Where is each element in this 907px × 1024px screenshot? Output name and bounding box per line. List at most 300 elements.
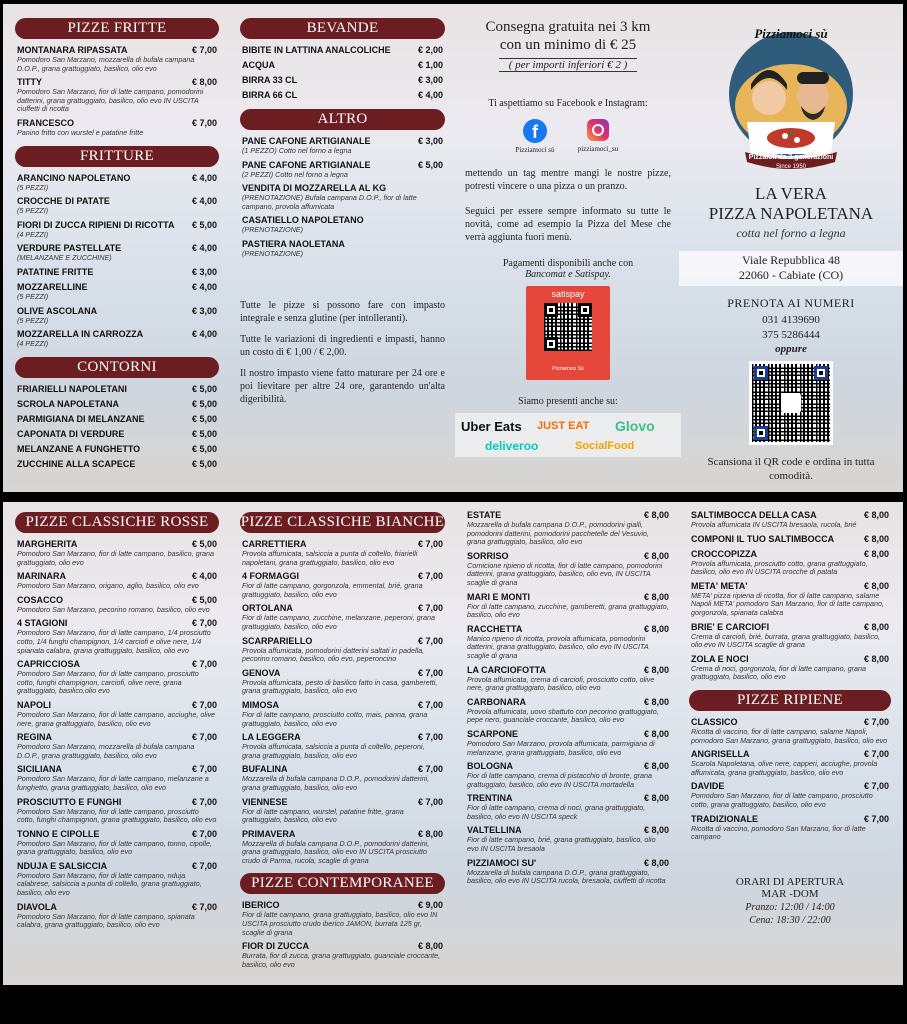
menu-item bbox=[15, 220, 219, 240]
follow-text: Seguici per essere sempre informato su tutte le novità, come ad esempio la Pizza del Mese che verrà aggiunta fuori menù. bbox=[465, 206, 671, 243]
menu-item-name: BIBITE IN LATTINA ANALCOLICHE bbox=[242, 45, 391, 55]
menu-item-name: ZUCCHINE ALLA SCAPECE bbox=[17, 458, 136, 469]
menu-item-description: Pomodoro San Marzano, pecorino romano, basilico, olio evo bbox=[17, 604, 210, 614]
menu-item-description: Pomodoro San Marzano, fior di latte campano, nduja calabrese, salsiccia a punta di coltello, grana grattuggiato, basilico, olio evo bbox=[17, 870, 202, 898]
menu-item-name: SICILIANA bbox=[17, 764, 62, 775]
col-bevande bbox=[240, 4, 445, 406]
menu-item-name: PARMIGIANA DI MELANZANE bbox=[17, 413, 145, 424]
menu-item-name: CROCCHE DI PATATE bbox=[17, 196, 110, 207]
menu-item bbox=[15, 173, 219, 193]
menu-item bbox=[689, 534, 891, 545]
list-contemporanee bbox=[240, 900, 445, 969]
menu-item-description: (MELANZANE E ZUCCHINE) bbox=[17, 253, 112, 263]
menu-item-description: Fior di latte campano, crema di noci, grana grattuggiato, basilico, olio evo IN USCITA speck bbox=[467, 803, 646, 821]
menu-item-name: FIORI DI ZUCCA RIPIENI DI RICOTTA bbox=[17, 219, 175, 230]
menu-bottom-panel bbox=[3, 502, 903, 985]
menu-item-description: (1 PEZZO) Cotto nel forno a legna bbox=[242, 146, 352, 155]
menu-item-description: Provola affumicata, pesto di basilico fatto in casa, gamberetti, grana grattuggiato, basilico, olio evo bbox=[242, 677, 438, 696]
menu-item-price: € 3,00 bbox=[191, 305, 217, 316]
social-intro: Ti aspettiamo su Facebook e Instagram: bbox=[488, 98, 648, 109]
menu-item-description: (5 PEZZI) bbox=[17, 182, 49, 192]
deliveroo-logo[interactable]: deliveroo bbox=[485, 439, 539, 453]
restaurant-logo bbox=[727, 26, 855, 176]
menu-item-name: CAPONATA DI VERDURE bbox=[17, 428, 125, 439]
menu-item-name: VIENNESE bbox=[242, 796, 288, 807]
menu-item-name: 4 FORMAGGI bbox=[242, 571, 300, 582]
menu-item-price: € 7,00 bbox=[191, 117, 217, 128]
satispay-logo: satispay bbox=[551, 289, 585, 299]
menu-item-name: RACCHETTA bbox=[467, 623, 523, 634]
menu-item-price: € 8,00 bbox=[863, 548, 889, 559]
menu-item-description: Crema di carciofi, brié, burrata, grana grattuggiato, basilico, olio evo IN USCITA scaglie di grana bbox=[691, 631, 880, 650]
menu-item bbox=[465, 665, 671, 693]
menu-item-name: FRIARIELLI NAPOLETANI bbox=[17, 383, 127, 394]
menu-item-description: Fior di latte campano, grana grattuggiato, basilico, olio evo IN USCITA prosciutto crudo iberico JAMON, burrata 125 gr, scaglie di grana bbox=[242, 910, 438, 937]
menu-item-price: € 8,00 bbox=[863, 533, 889, 544]
prenota-title: PRENOTA AI NUMERI bbox=[727, 296, 855, 310]
menu-item-price: € 7,00 bbox=[191, 901, 217, 912]
menu-item-name: IBERICO bbox=[242, 900, 280, 911]
menu-item-price: € 7,00 bbox=[863, 749, 889, 760]
menu-item bbox=[465, 825, 671, 853]
menu-item-price: € 5,00 bbox=[191, 443, 217, 454]
menu-item bbox=[15, 618, 219, 655]
menu-item-name: TONNO E CIPOLLE bbox=[17, 828, 100, 839]
menu-item bbox=[240, 636, 445, 664]
menu-item bbox=[465, 697, 671, 725]
menu-item-description: Pomodoro San Marzano, fior di latte campano, basilico, grana grattuggiato, olio evo bbox=[17, 549, 214, 567]
facebook-link[interactable] bbox=[510, 119, 560, 154]
menu-item bbox=[689, 549, 891, 577]
satispay-caption: Pizziamoci Sù bbox=[552, 366, 584, 372]
section-header-altro: ALTRO bbox=[240, 109, 445, 130]
menu-item-name: VERDURE PASTELLATE bbox=[17, 243, 122, 254]
section-header-rosse: PIZZE CLASSICHE ROSSE bbox=[15, 512, 219, 533]
menu-item-description: Fior di latte campano, crema di pistacchio di bronte, grana grattuggiato, basilico, olio evo IN USCITA mortadella bbox=[467, 771, 652, 789]
menu-item-price: € 8,00 bbox=[863, 653, 889, 664]
delivery-line-3: ( per importi inferiori € 2 ) bbox=[499, 58, 637, 72]
menu-item-description: Fior di latte campano, brié, grana grattuggiato, basilico, olio evo IN USCITA bresaola bbox=[467, 835, 656, 854]
menu-item-price: € 7,00 bbox=[417, 796, 443, 807]
hours-dinner: Cena: 18:30 / 22:00 bbox=[749, 914, 831, 926]
menu-item-description: Ricotta di vaccino, pomodoro San Marzano, fior di latte campano bbox=[691, 823, 866, 842]
menu-item-description: Provola affumicata, crema di carciofi, prosciutto cotto, olive nere, grana grattuggiato, basilico, olio evo bbox=[467, 674, 655, 693]
order-qr-code[interactable] bbox=[749, 361, 833, 445]
col-rosse bbox=[15, 502, 219, 934]
menu-item-name: ESTATE bbox=[467, 510, 502, 520]
menu-item-name: BOLOGNA bbox=[467, 761, 513, 772]
menu-item-description: Fior di latte campano, wurstel, patatine fritte, grana grattuggiato, basilico, olio evo bbox=[242, 806, 404, 825]
menu-item-price: € 8,00 bbox=[643, 550, 669, 561]
menu-item-name: ORTOLANA bbox=[242, 603, 293, 614]
uber-eats-logo[interactable]: Uber Eats bbox=[461, 419, 522, 434]
section-header-bianche: PIZZE CLASSICHE BIANCHE bbox=[240, 512, 445, 533]
menu-item bbox=[240, 603, 445, 631]
menu-item-price: € 4,00 bbox=[191, 329, 217, 340]
menu-item-price: € 3,00 bbox=[417, 136, 443, 146]
menu-item-price: € 8,00 bbox=[863, 621, 889, 632]
menu-item-name: MELANZANE A FUNGHETTO bbox=[17, 443, 141, 454]
qr-logo-icon bbox=[781, 393, 801, 413]
socialfood-logo[interactable]: SocialFood bbox=[575, 440, 635, 452]
menu-item bbox=[15, 118, 219, 138]
menu-item bbox=[240, 700, 445, 728]
menu-item-name: FIOR DI ZUCCA bbox=[242, 941, 309, 952]
menu-item bbox=[15, 444, 219, 455]
menu-item-name: CARBONARA bbox=[467, 696, 526, 707]
menu-item bbox=[15, 306, 219, 326]
menu-item bbox=[15, 459, 219, 470]
menu-item-name: TRADIZIONALE bbox=[691, 813, 758, 824]
facebook-label: Pizziamoci sù bbox=[515, 146, 555, 154]
col-speciali bbox=[465, 502, 671, 890]
menu-item bbox=[15, 659, 219, 696]
menu-item-description: Burrata, fior di zucca, grana grattuggiato, guanciale croccante, basilico, olio evo bbox=[242, 951, 441, 969]
menu-item-description: Provola affumicata, prosciutto cotto, grana grattuggiato, basilico, olio evo IN USCITA crocche di patata bbox=[691, 558, 868, 577]
menu-item-price: € 7,00 bbox=[191, 45, 217, 55]
menu-item-name: ZOLA E NOCI bbox=[691, 653, 749, 664]
menu-item-description: Pomodoro San Marzano, fior di latte campano, spianata calabra, grana grattuggiato, basilico, olio evo bbox=[17, 911, 195, 930]
menu-item-price: € 7,00 bbox=[863, 716, 889, 727]
menu-item-name: REGINA bbox=[17, 732, 53, 743]
menu-item bbox=[689, 717, 891, 745]
menu-item-name: BIRRA 33 CL bbox=[242, 75, 298, 85]
menu-item bbox=[465, 624, 671, 661]
menu-item-name: CASATIELLO NAPOLETANO bbox=[242, 215, 364, 226]
menu-item-price: € 7,00 bbox=[191, 860, 217, 871]
menu-item-name: MARINARA bbox=[17, 571, 66, 582]
menu-item bbox=[240, 60, 445, 71]
menu-item-name: VENDITA DI MOZZARELLA AL KG bbox=[242, 183, 387, 194]
menu-item-price: € 7,00 bbox=[191, 659, 217, 670]
menu-item-description: Mozzarella di bufala campana D.O.P., pomodorini gialli, pomodorini datterini, pomodorini pacchetelle del Vesuvio, grana grattuggiato, basilico, olio evo bbox=[467, 520, 649, 547]
satispay-qr-code bbox=[544, 303, 592, 351]
logo-text: Pizziamoci sù bbox=[754, 26, 828, 41]
menu-item-description: Pomodoro San Marzano, fior di latte campano, acciughe, olive nere, grana grattuggiato, basilico, olio evo bbox=[17, 709, 216, 728]
menu-item-name: PASTIERA NAOLETANA bbox=[242, 238, 345, 249]
menu-item-description: (4 PEZZI) bbox=[17, 339, 49, 349]
menu-item-name: META' META' bbox=[691, 580, 748, 591]
menu-item-name: PRIMAVERA bbox=[242, 828, 296, 839]
menu-item-price: € 5,00 bbox=[191, 413, 217, 424]
section-header-ripiene: PIZZE RIPIENE bbox=[689, 690, 891, 711]
menu-item-name: DAVIDE bbox=[691, 781, 725, 792]
note-variazioni: Tutte le variazioni di ingredienti e impasti, hanno un costo di € 1,00 / € 2,00. bbox=[240, 333, 445, 358]
menu-item-price: € 7,00 bbox=[191, 828, 217, 839]
menu-item bbox=[15, 45, 219, 73]
menu-item-name: DIAVOLA bbox=[17, 901, 57, 912]
menu-item bbox=[15, 267, 219, 278]
col-fritte bbox=[15, 4, 219, 474]
just-eat-logo[interactable]: JUST EAT bbox=[537, 420, 590, 432]
menu-item-description: Fior di latte campano, prosciutto cotto, mais, panna, grana grattuggiato, basilico, olio evo bbox=[242, 709, 428, 728]
menu-item bbox=[240, 941, 445, 969]
menu-item-name: BUFALINA bbox=[242, 764, 288, 775]
menu-item bbox=[240, 45, 445, 56]
menu-item-description: Pomodoro San Marzano, fior di latte campano, prosciutto cotto, grana grattuggiato, basilico, olio evo bbox=[691, 791, 873, 809]
menu-item-description: Pomodoro San Marzano, mozzarella di bufala campana D.O.P., grana grattuggiato, basilico, olio evo bbox=[17, 742, 195, 760]
menu-item-name: FRANCESCO bbox=[17, 117, 75, 128]
menu-item-name: GENOVA bbox=[242, 667, 281, 678]
menu-item-name: CARRETTIERA bbox=[242, 539, 307, 549]
menu-item-name: COSACCO bbox=[17, 594, 64, 605]
menu-item-price: € 3,00 bbox=[191, 266, 217, 277]
menu-item-name: VALTELLINA bbox=[467, 825, 522, 836]
list-ripiene bbox=[689, 717, 891, 842]
delivery-line-2: con un minimo di € 25 bbox=[499, 37, 637, 53]
menu-item bbox=[240, 829, 445, 866]
menu-item bbox=[465, 761, 671, 789]
menu-item bbox=[240, 668, 445, 696]
address-line-2: 22060 - Cabiate (CO) bbox=[738, 268, 844, 282]
menu-item-description: Pomodoro San Marzano, fior di latte campano, 1/4 prosciutto cotto, 1/4 funghi champignon, 1/4 carciofi e olive nere, 1/4 spianata calabra, grana grattuggiato, basilico, olio evo bbox=[17, 628, 211, 655]
menu-item-description: Provola affumicata, pomodorini datterini saltati in padella, pecorino romano, basilico, olio evo, peperoncino bbox=[242, 645, 425, 664]
payments-line-1: Pagamenti disponibili anche con bbox=[502, 258, 634, 269]
menu-item-price: € 8,00 bbox=[643, 696, 669, 707]
menu-item-price: € 7,00 bbox=[191, 699, 217, 710]
menu-item bbox=[240, 571, 445, 599]
menu-item bbox=[15, 399, 219, 410]
menu-item bbox=[15, 196, 219, 216]
menu-item-price: € 8,00 bbox=[643, 793, 669, 804]
tagline: cotta nel forno a legna bbox=[736, 226, 846, 240]
menu-item-name: MARI E MONTI bbox=[467, 591, 530, 602]
menu-item bbox=[15, 282, 219, 302]
menu-item-price: € 8,00 bbox=[863, 580, 889, 591]
menu-item-description: Pomodoro San Marzano, fior di latte campano, pomodorini datterini, grana grattuggiato, basilico, olio evo IN USCITA ciuffetti di ricotta bbox=[17, 87, 204, 114]
menu-item-name: PANE CAFONE ARTIGIANALE bbox=[242, 136, 371, 146]
menu-item-name: ARANCINO NAPOLETANO bbox=[17, 172, 131, 183]
menu-item-description: (5 PEZZI) bbox=[17, 315, 49, 325]
menu-item bbox=[15, 595, 219, 615]
logo-since: Since 1950 bbox=[775, 164, 807, 170]
tag-text: mettendo un tag mentre mangi le nostre pizze, potresti vincere o una pizza o un pranzo. bbox=[465, 168, 671, 192]
menu-item-description: Pomodoro San Marzano, mozzarella di bufala campana D.O.P., grana grattuggiato, basilico, olio evo bbox=[17, 55, 195, 73]
menu-item bbox=[15, 414, 219, 425]
menu-item bbox=[240, 900, 445, 937]
list-saltimbocca bbox=[689, 510, 891, 682]
menu-item-name: MIMOSA bbox=[242, 699, 279, 710]
menu-item bbox=[15, 797, 219, 825]
list-bianche bbox=[240, 539, 445, 865]
menu-item-price: € 7,00 bbox=[417, 667, 443, 678]
menu-item bbox=[15, 243, 219, 263]
menu-item bbox=[240, 90, 445, 101]
section-header-pizze-fritte: PIZZE FRITTE bbox=[15, 18, 219, 39]
menu-item-name: LA LEGGERA bbox=[242, 732, 301, 743]
menu-item bbox=[465, 729, 671, 757]
menu-item-price: € 4,00 bbox=[191, 281, 217, 292]
menu-item-name: BRIE' E CARCIOFI bbox=[691, 621, 770, 632]
menu-item-name: ANGRISELLA bbox=[691, 749, 750, 760]
instagram-label: pizziamoci_su bbox=[577, 145, 619, 153]
menu-item-name: CLASSICO bbox=[691, 716, 738, 727]
section-header-fritture: FRITTURE bbox=[15, 146, 219, 167]
menu-item-name: CAPRICCIOSA bbox=[17, 659, 81, 670]
menu-item-name: CROCCOPIZZA bbox=[691, 548, 757, 559]
menu-item-description: Ricotta di vaccino, fior di latte campano, salame Napoli, pomodoro San Marzano, grana grattuggiato, basilico, olio evo bbox=[691, 726, 888, 745]
menu-item-price: € 5,00 bbox=[191, 539, 217, 549]
menu-item-description: (PRENOTAZIONE) bbox=[242, 225, 303, 235]
section-header-contorni: CONTORNI bbox=[15, 357, 219, 378]
menu-item-price: € 3,00 bbox=[417, 75, 443, 85]
menu-item-price: € 8,00 bbox=[191, 77, 217, 88]
delivery-line-1: Consegna gratuita nei 3 km bbox=[485, 19, 651, 35]
menu-item-description: Provola affumicata IN USCITA bresaola, rucola, brié bbox=[691, 520, 857, 529]
menu-item-name: PATATINE FRITTE bbox=[17, 266, 94, 277]
headline-la-vera: LA VERA bbox=[755, 184, 827, 203]
col-saltimbocca bbox=[689, 502, 891, 926]
menu-item-description: Provola affumicata, salsiccia a punta di coltello, peperoni, grana grattuggiato, basilico, olio evo bbox=[242, 742, 425, 760]
headline-pizza-napoletana: PIZZA NAPOLETANA bbox=[708, 204, 874, 223]
menu-item-price: € 8,00 bbox=[643, 728, 669, 739]
menu-item-name: TITTY bbox=[17, 77, 42, 88]
menu-item-name: MARGHERITA bbox=[17, 539, 78, 549]
menu-item bbox=[465, 858, 671, 886]
menu-item-price: € 7,00 bbox=[417, 571, 443, 582]
menu-item-name: SORRISO bbox=[467, 550, 509, 561]
menu-item-description: Scarola Napoletana, olive nere, capperi, acciughe, provola affumicata, grana grattuggiato, basilico, olio evo bbox=[691, 759, 878, 777]
menu-item-name: PANE CAFONE ARTIGIANALE bbox=[242, 159, 371, 170]
menu-item-description: Fior di latte campano, zucchine, gamberetti, grana grattuggiato, basilico, olio evo bbox=[467, 601, 669, 620]
col-info bbox=[461, 4, 671, 457]
section-header-contemporanee: PIZZE CONTEMPORANEE bbox=[240, 873, 445, 894]
menu-item-price: € 8,00 bbox=[643, 623, 669, 634]
apps-title: Siamo presenti anche su: bbox=[518, 396, 618, 407]
menu-item bbox=[240, 797, 445, 825]
address-line-1: Viale Repubblica 48 bbox=[742, 253, 840, 267]
menu-item-name: OLIVE ASCOLANA bbox=[17, 305, 98, 316]
menu-item-name: NDUJA E SALSICCIA bbox=[17, 860, 108, 871]
col-brand bbox=[679, 4, 903, 483]
menu-item-price: € 5,00 bbox=[191, 594, 217, 605]
satispay-card[interactable] bbox=[526, 286, 610, 380]
menu-item bbox=[15, 571, 219, 591]
menu-item-price: € 8,00 bbox=[643, 761, 669, 772]
menu-item-price: € 8,00 bbox=[417, 941, 443, 952]
menu-item bbox=[15, 429, 219, 440]
menu-item-price: € 7,00 bbox=[417, 764, 443, 775]
menu-item-description: Mozzarella di bufala campana D.O.P., pomodorini datterini, grana grattuggiato, basilico, olio evo bbox=[242, 774, 430, 792]
section-header-bevande: BEVANDE bbox=[240, 18, 445, 39]
menu-item bbox=[15, 861, 219, 898]
delivery-apps bbox=[455, 413, 681, 457]
menu-item bbox=[15, 764, 219, 792]
menu-item bbox=[15, 732, 219, 760]
menu-item-name: MOZZARELLINE bbox=[17, 281, 88, 292]
menu-item-price: € 1,00 bbox=[417, 60, 443, 70]
menu-item bbox=[240, 75, 445, 86]
menu-item bbox=[465, 510, 671, 547]
menu-item-description: Cornicione ripieno di ricotta, fior di latte campano, pomodorini datterini, grana grattuggiato, basilico, olio evo, IN USCITA scaglie di grana bbox=[467, 560, 663, 587]
menu-item-price: € 5,00 bbox=[191, 398, 217, 409]
instagram-link[interactable] bbox=[573, 119, 623, 153]
glovo-logo[interactable]: Glovo bbox=[615, 418, 655, 434]
menu-item-price: € 4,00 bbox=[191, 172, 217, 183]
list-bevande bbox=[240, 45, 445, 101]
menu-item-price: € 7,00 bbox=[417, 732, 443, 743]
menu-item bbox=[240, 539, 445, 567]
menu-item bbox=[15, 384, 219, 395]
menu-item-description: Fior di latte campano, gorgonzola, emmental, brié, grana grattuggiato, basilico, olio evo bbox=[242, 581, 423, 599]
menu-item-description: Provola affumicata, uovo sbattuto con pecorino grattuggiato, pepe nero, guanciale croccante, basilico, olio evo bbox=[467, 706, 659, 725]
menu-item-description: META' pizza ripiena di ricotta, fior di latte campano, salame Napoli META' pomodoro San Marzano, fior di latte campano, gorgonzola, spianata calabra bbox=[691, 590, 884, 617]
menu-item-price: € 5,00 bbox=[191, 458, 217, 469]
menu-item bbox=[240, 160, 445, 180]
menu-item-price: € 7,00 bbox=[417, 539, 443, 549]
menu-item-description: Pomodoro San Marzano, provola affumicata, parmigiana di melanzane, grana grattuggiato, basilico, olio evo bbox=[467, 738, 655, 757]
menu-item-price: € 7,00 bbox=[191, 796, 217, 807]
menu-item bbox=[689, 654, 891, 682]
menu-item-description: Manico ripieno di ricotta, provola affumicata, pomodorini datterini, grana grattuggiato, basilico, olio evo IN USCITA scaglie di grana bbox=[467, 633, 649, 660]
menu-item-name: LA CARCIOFOTTA bbox=[467, 664, 546, 675]
menu-item-description: (4 PEZZI) bbox=[17, 229, 49, 239]
qr-caption: Scansiona il QR code e ordina in tutta comodità. bbox=[707, 456, 875, 482]
menu-item-price: € 8,00 bbox=[643, 591, 669, 602]
payments-line-2: Bancomat e Satispay. bbox=[525, 269, 611, 280]
menu-item-description: (2 PEZZI) Cotto nel forno a legna bbox=[242, 169, 348, 179]
menu-item bbox=[240, 764, 445, 792]
menu-item bbox=[15, 902, 219, 930]
list-speciali bbox=[465, 510, 671, 886]
menu-item bbox=[465, 793, 671, 821]
menu-item-price: € 5,00 bbox=[191, 428, 217, 439]
menu-item bbox=[689, 814, 891, 842]
menu-item bbox=[15, 329, 219, 349]
menu-item-price: € 7,00 bbox=[191, 618, 217, 629]
menu-item-price: € 5,00 bbox=[191, 383, 217, 394]
menu-item bbox=[15, 700, 219, 728]
menu-item-description: Fior di latte campano, zucchine, melanzane, peperoni, grana grattuggiato, basilico, olio evo bbox=[242, 613, 435, 631]
phone-2[interactable]: 375 5286444 bbox=[762, 329, 820, 341]
opening-hours bbox=[689, 876, 891, 926]
instagram-icon bbox=[587, 119, 609, 141]
menu-top-panel bbox=[3, 4, 903, 492]
menu-item-name: 4 STAGIONI bbox=[17, 618, 68, 629]
menu-item-price: € 7,00 bbox=[417, 635, 443, 646]
note-impasto: Il nostro impasto viene fatto maturare per 24 ore e poi lievitare per altre 24 ore, garantendo un'alta digeribilità. bbox=[240, 367, 445, 405]
menu-item-description: Crema di noci, gorgonzola, fior di latte campano, grana grattuggiato, basilico, olio evo bbox=[691, 663, 866, 682]
phone-1[interactable]: 031 4139690 bbox=[762, 314, 820, 326]
menu-item bbox=[689, 510, 891, 530]
menu-item-description: Mozzarella di bufala campana D.O.P., pomodorini datterini, grana grattuggiato, basilico, olio evo IN USCITA prosciutto crudo di Parma, rucola, scaglie di grana bbox=[242, 838, 430, 865]
social-links bbox=[465, 119, 671, 161]
menu-item-price: € 5,00 bbox=[191, 219, 217, 230]
menu-item-price: € 7,00 bbox=[863, 813, 889, 824]
menu-item-price: € 4,00 bbox=[191, 196, 217, 207]
menu-item-price: € 4,00 bbox=[191, 243, 217, 254]
menu-item-name: BIRRA 66 CL bbox=[242, 90, 298, 100]
menu-item bbox=[240, 136, 445, 156]
menu-item bbox=[15, 77, 219, 114]
menu-item-price: € 7,00 bbox=[417, 603, 443, 614]
menu-item bbox=[465, 551, 671, 588]
menu-item-price: € 7,00 bbox=[417, 699, 443, 710]
list-fritture bbox=[15, 173, 219, 349]
menu-item-name: TRENTINA bbox=[467, 793, 513, 804]
facebook-icon: f bbox=[523, 119, 547, 143]
note-integrale: Tutte le pizze si possono fare con impasto integrale e senza glutine (per intolleranti). bbox=[240, 299, 445, 324]
menu-item-description: (5 PEZZI) bbox=[17, 291, 49, 301]
menu-item-description: Panino fritto con wurstel e patatine fritte bbox=[17, 127, 144, 137]
menu-item-price: € 7,00 bbox=[191, 764, 217, 775]
menu-item-price: € 8,00 bbox=[643, 510, 669, 520]
menu-item-description: Provola affumicata, salsiccia a punta di coltello, friarielli napoletani, grana grattuggiato, basilico, olio evo bbox=[242, 549, 418, 567]
menu-item-description: Pomodoro San Marzano, fior di latte campano, prosciutto cotto, funghi champignon, grana grattuggiato, basilico, olio evo bbox=[17, 806, 217, 825]
menu-item-price: € 8,00 bbox=[643, 825, 669, 836]
menu-item bbox=[240, 239, 445, 259]
menu-item bbox=[689, 749, 891, 777]
